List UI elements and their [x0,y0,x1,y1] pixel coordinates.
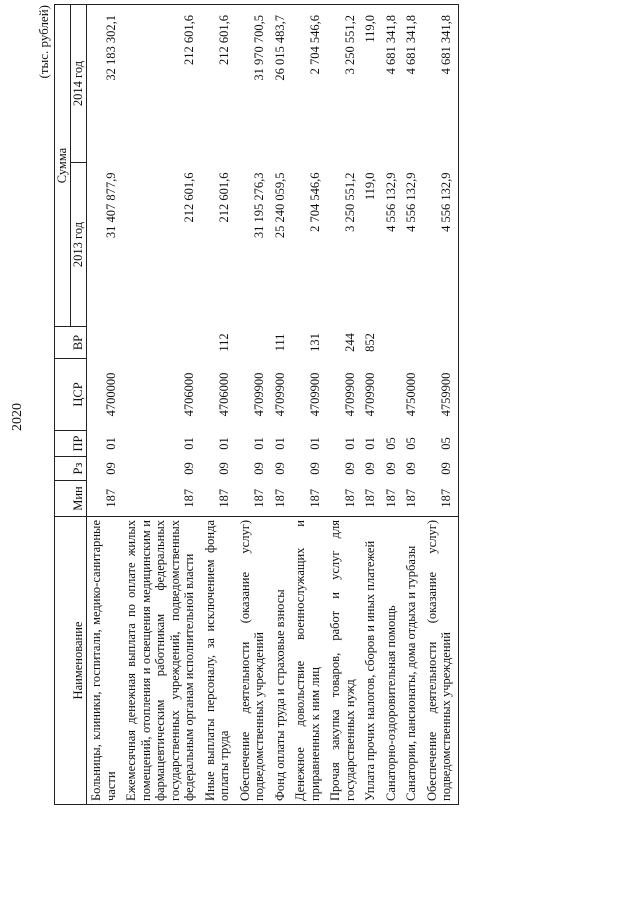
row-name: Иные выплаты персоналу, за исключением фонда оплаты труда [201,517,236,805]
row-2013: 2 704 546,6 [307,172,322,232]
row-rz: 09 [307,462,322,475]
row-pr: 05 [423,431,459,457]
row-name: Денежное довольствие военнослужащих и приравненных к ним лиц [291,517,326,805]
table-row [271,5,292,805]
row-csr: 4709900 [272,372,287,417]
row-2014: 4 681 341,8 [423,5,459,163]
row-vr [236,327,271,359]
row-pr: 05 [383,437,398,450]
row-vr [423,327,459,359]
row-vr: 111 [272,333,287,352]
row-rz: 09 [404,462,418,475]
table-row [87,5,123,805]
header-2014: 2014 год [71,5,87,163]
row-rz: 09 [272,462,287,475]
budget-table [54,4,459,805]
header-csr: ЦСР [55,359,87,431]
table-row [382,5,403,805]
table-row [122,5,201,805]
table-row [326,5,361,805]
row-name: Ежемесячная денежная выплата по оплате жилых помещений, отопления и освещения медицинским и фармацевтическим работникам федеральных государственных учреждений, подведомственных федеральным органам исполнительной власти [122,517,201,805]
header-2013: 2013 год [71,163,87,327]
row-pr: 01 [307,437,322,450]
row-csr [382,359,403,431]
row-min: 187 [103,488,118,508]
row-rz: 09 [423,457,459,481]
row-rz: 09 [363,462,377,475]
row-csr: 4709900 [342,372,357,417]
row-2014: 212 601,6 [201,5,236,163]
row-csr: 4706000 [217,372,231,417]
row-vr [382,327,403,359]
row-2013: 3 250 551,2 [342,172,357,232]
row-2013: 212 601,6 [217,172,231,223]
row-2013: 31 195 276,3 [252,172,266,239]
row-2013: 119,0 [363,172,377,201]
row-min: 187 [217,488,231,508]
row-name: Обеспечение деятельности (оказание услуг) подведомственных учреждений [236,517,271,805]
row-rz: 09 [383,462,398,475]
row-2014: 31 970 700,5 [236,5,271,163]
row-csr: 4700000 [103,372,118,417]
row-2014: 26 015 483,7 [271,5,292,163]
row-pr: 01 [103,437,118,450]
row-vr [122,327,201,359]
row-rz: 09 [217,462,231,475]
table-row [423,5,459,805]
header-rz: Рз [55,457,87,481]
table-row [361,5,382,805]
row-2014: 2 704 546,6 [291,5,326,163]
row-pr: 01 [252,437,266,450]
row-pr: 01 [363,437,377,450]
row-2013: 4 556 132,9 [423,163,459,327]
row-2013: 212 601,6 [182,172,196,223]
table-body [87,5,459,805]
table-row [291,5,326,805]
table-row [402,5,423,805]
page-number: 2020 [10,403,25,431]
row-name: Фонд оплаты труда и страховые взносы [271,517,292,805]
row-2014: 212 601,6 [122,5,201,163]
units-label: (тыс. рублей) [36,5,51,79]
row-pr: 01 [182,437,196,450]
row-name: Санатории, пансионаты, дома отдыха и турбазы [402,517,423,805]
row-pr: 05 [404,437,418,450]
row-name: Больницы, клиники, госпитали, медико-санитарные части [87,517,123,805]
header-name: Наименование [55,517,87,805]
header-vr: ВР [55,327,87,359]
row-min: 187 [342,488,357,508]
row-rz: 09 [103,462,118,475]
row-csr: 4706000 [182,372,196,417]
row-name: Обеспечение деятельности (оказание услуг) подведомственных учреждений [423,517,459,805]
row-rz: 09 [342,462,357,475]
row-vr: 131 [307,333,322,352]
row-rz: 09 [182,462,196,475]
row-min: 187 [307,488,322,508]
row-min: 187 [182,488,196,508]
row-csr: 4709900 [307,372,322,417]
row-name: Санаторно-оздоровительная помощь [382,517,403,805]
row-2013: 4 556 132,9 [383,172,398,232]
row-csr: 4709900 [363,372,377,417]
row-rz: 09 [252,462,266,475]
table-row [201,5,236,805]
row-2013: 31 407 877,9 [103,172,118,239]
row-csr: 4709900 [252,372,266,417]
header-min: Мин [55,481,87,517]
row-2014: 32 183 302,1 [87,5,123,163]
row-2014: 3 250 551,2 [326,5,361,163]
row-min: 187 [363,488,377,508]
header-pr: ПР [55,431,87,457]
row-min: 187 [383,488,398,508]
row-pr: 01 [217,437,231,450]
row-pr: 01 [272,437,287,450]
row-min: 187 [272,488,287,508]
row-vr: 112 [217,333,231,352]
row-vr [87,327,123,359]
row-2014: 119,0 [361,5,382,163]
row-pr: 01 [342,437,357,450]
row-csr: 4750000 [404,372,418,417]
row-name: Прочая закупка товаров, работ и услуг для государственных нужд [326,517,361,805]
row-2013: 4 556 132,9 [404,172,418,232]
row-csr: 4759900 [423,359,459,431]
row-min: 187 [404,488,418,508]
row-min: 187 [252,488,266,508]
row-vr: 244 [342,333,357,352]
row-vr [402,327,423,359]
row-name: Уплата прочих налогов, сборов и иных платежей [361,517,382,805]
row-vr: 852 [363,333,377,352]
header-sum: Сумма [55,5,71,327]
row-2014: 4 681 341,8 [402,5,423,163]
table-row [236,5,271,805]
row-2014: 4 681 341,8 [382,5,403,163]
row-2013: 25 240 059,5 [272,172,287,239]
row-min: 187 [423,481,459,517]
